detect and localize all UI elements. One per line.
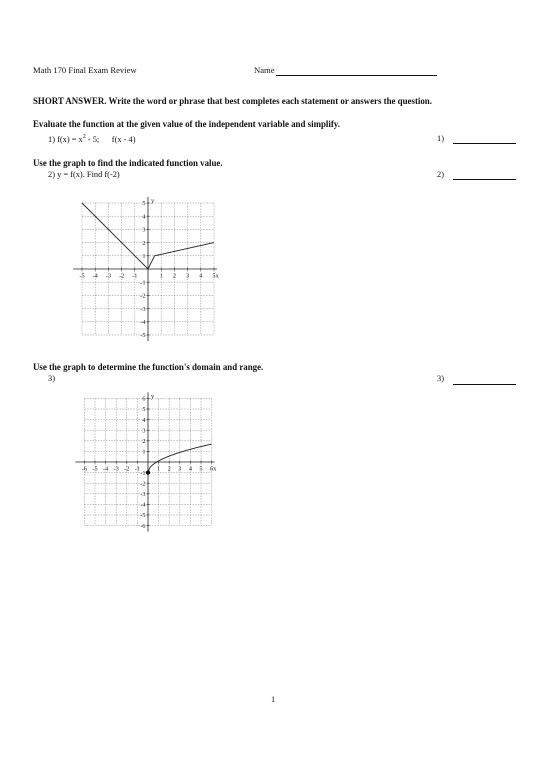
x-tick-label: 5 — [212, 272, 216, 280]
y-tick-label: -4 — [140, 319, 146, 326]
y-tick-label: 3 — [142, 427, 146, 435]
x-tick-label: -6 — [81, 465, 88, 473]
x-tick-label: 4 — [188, 465, 192, 473]
graph-problem-3 — [58, 383, 236, 541]
answer-label-2: 2) — [437, 170, 444, 179]
problem-1-instruction: Evaluate the function at the given value of the independent variable and simplify. — [33, 119, 340, 129]
x-tick-label: 1 — [159, 272, 163, 280]
x-tick-label: 6 — [210, 465, 214, 473]
y-tick-label: -4 — [140, 501, 146, 509]
y-tick-label: -1 — [140, 279, 146, 287]
answer-blank-3 — [453, 384, 516, 385]
problem-2-instruction: Use the graph to find the indicated function value. — [33, 158, 223, 168]
x-tick-label: 2 — [167, 465, 171, 473]
y-tick-label: 4 — [142, 213, 146, 221]
x-tick-label: -1 — [132, 272, 138, 280]
y-tick-label: 5 — [142, 200, 146, 208]
answer-blank-2 — [453, 179, 516, 180]
y-axis-label: y — [151, 392, 155, 400]
problem-1-expr-rest: - 5; f(x - 4) — [85, 134, 136, 144]
x-tick-label: 2 — [172, 272, 176, 280]
x-tick-label: -4 — [102, 465, 109, 473]
x-tick-label: -2 — [118, 272, 125, 280]
section-heading: SHORT ANSWER. Write the word or phrase that best completes each statement or answers the question. — [33, 96, 432, 106]
x-tick-label: -1 — [134, 465, 141, 473]
y-tick-label: -3 — [140, 305, 146, 313]
y-tick-label: 2 — [142, 438, 146, 445]
problem-2-text: 2) y = f(x). Find f(-2) — [48, 170, 120, 179]
problem-3-instruction: Use the graph to determine the function's domain and range. — [33, 362, 264, 372]
y-tick-label: 5 — [142, 406, 146, 414]
x-tick-label: -4 — [92, 272, 98, 280]
y-tick-label: 2 — [142, 239, 146, 247]
endpoint-dot — [146, 470, 150, 474]
x-tick-label: 4 — [199, 272, 203, 280]
problem-3-text: 3) — [48, 374, 55, 383]
y-tick-label: -5 — [140, 512, 146, 520]
problem-1-exponent: 2 — [82, 134, 86, 140]
answer-label-1: 1) — [437, 134, 444, 143]
x-tick-label: 3 — [186, 272, 190, 280]
x-tick-label: -5 — [79, 272, 85, 280]
x-tick-label: -5 — [92, 465, 98, 473]
name-label: Name — [254, 65, 275, 75]
page-number: 1 — [271, 695, 276, 704]
answer-blank-1 — [453, 143, 516, 144]
problem-1-expr: f(x) = x — [57, 134, 83, 144]
name-blank — [276, 75, 437, 76]
y-tick-label: 4 — [142, 416, 146, 424]
course-title: Math 170 Final Exam Review — [33, 65, 137, 75]
y-tick-label: -3 — [140, 491, 146, 498]
y-tick-label: -2 — [140, 292, 146, 300]
x-axis-label: x — [213, 465, 217, 473]
problem-1-number: 1) — [48, 134, 55, 144]
y-tick-label: -5 — [140, 332, 146, 340]
x-tick-label: 1 — [157, 465, 161, 473]
y-axis-label: y — [151, 197, 155, 205]
y-tick-label: 3 — [142, 226, 146, 234]
problem-1-text — [48, 134, 136, 144]
y-tick-label: 1 — [142, 448, 146, 456]
x-tick-label: -3 — [113, 465, 119, 473]
x-tick-label: -3 — [105, 272, 112, 280]
graph-problem-2 — [66, 188, 236, 350]
y-tick-label: -6 — [140, 522, 146, 530]
answer-label-3: 3) — [437, 374, 444, 383]
x-tick-label: -2 — [124, 465, 130, 473]
y-tick-label: -2 — [140, 480, 146, 488]
x-tick-label: 3 — [178, 465, 182, 473]
x-axis-label: x — [215, 272, 219, 280]
x-tick-label: 5 — [199, 465, 203, 473]
y-tick-label: 6 — [142, 395, 146, 403]
y-tick-label: -1 — [140, 469, 146, 477]
y-tick-label: 1 — [142, 253, 146, 260]
